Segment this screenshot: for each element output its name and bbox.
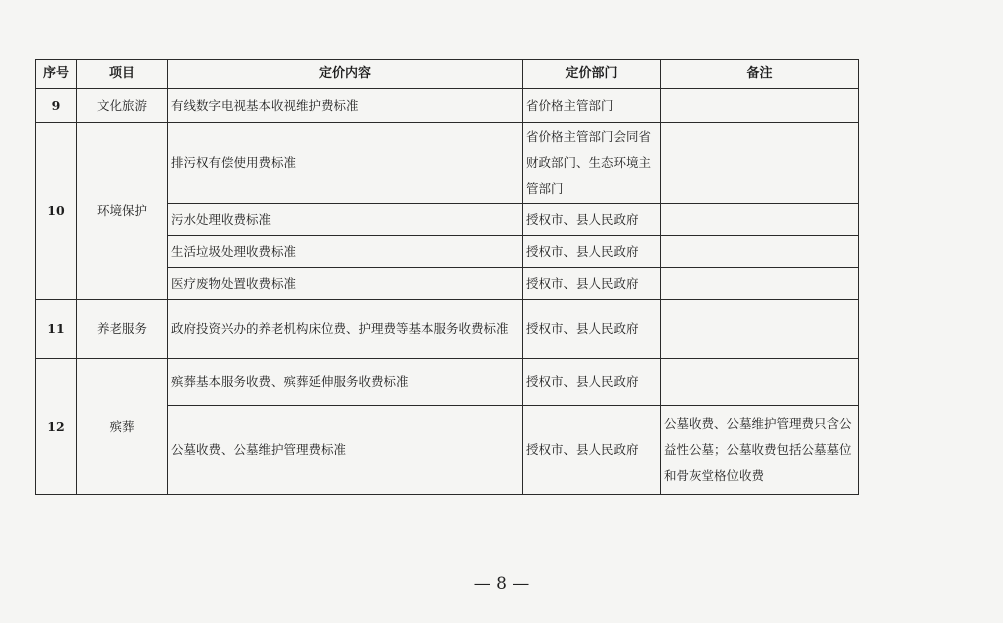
header-dept: 定价部门 bbox=[523, 60, 661, 89]
pricing-dept-text: 省价格主管部门会同省财政部门、生态环境主管部门 bbox=[526, 129, 652, 196]
pricing-note bbox=[661, 359, 859, 406]
pricing-content: 公墓收费、公墓维护管理费标准 bbox=[168, 406, 523, 495]
pricing-dept: 授权市、县人民政府 bbox=[523, 236, 661, 268]
pricing-dept: 授权市、县人民政府 bbox=[523, 406, 661, 495]
pricing-dept: 省价格主管部门 bbox=[523, 89, 661, 123]
pricing-note bbox=[661, 268, 859, 300]
row-number: 10 bbox=[36, 123, 77, 300]
pricing-table bbox=[35, 59, 859, 495]
table-row bbox=[36, 89, 859, 123]
row-item: 养老服务 bbox=[77, 300, 168, 359]
header-no: 序号 bbox=[36, 60, 77, 89]
pricing-dept: 授权市、县人民政府 bbox=[523, 204, 661, 236]
pricing-note bbox=[661, 123, 859, 204]
pricing-note-text: 公墓收费、公墓维护管理费只含公益性公墓；公墓收费包括公墓墓位和骨灰堂格位收费 bbox=[664, 416, 852, 483]
row-number: 9 bbox=[36, 89, 77, 123]
table-row bbox=[36, 123, 859, 204]
header-item: 项目 bbox=[77, 60, 168, 89]
pricing-content: 生活垃圾处理收费标准 bbox=[168, 236, 523, 268]
row-item: 环境保护 bbox=[77, 123, 168, 300]
pricing-note bbox=[661, 300, 859, 359]
pricing-content: 排污权有偿使用费标准 bbox=[168, 123, 523, 204]
row-number: 12 bbox=[36, 359, 77, 495]
pricing-content-text: 政府投资兴办的养老机构床位费、护理费等基本服务收费标准 bbox=[171, 321, 509, 336]
pricing-dept: 授权市、县人民政府 bbox=[523, 300, 661, 359]
row-number: 11 bbox=[36, 300, 77, 359]
table-row bbox=[36, 300, 859, 359]
pricing-dept: 授权市、县人民政府 bbox=[523, 268, 661, 300]
pricing-content: 医疗废物处置收费标准 bbox=[168, 268, 523, 300]
pricing-content: 殡葬基本服务收费、殡葬延伸服务收费标准 bbox=[168, 359, 523, 406]
row-item: 文化旅游 bbox=[77, 89, 168, 123]
table-row bbox=[36, 359, 859, 406]
pricing-content: 有线数字电视基本收视维护费标准 bbox=[168, 89, 523, 123]
table-header-row bbox=[36, 60, 859, 89]
pricing-dept: 授权市、县人民政府 bbox=[523, 359, 661, 406]
pricing-content: 污水处理收费标准 bbox=[168, 204, 523, 236]
pricing-note bbox=[661, 204, 859, 236]
pricing-content bbox=[168, 300, 523, 359]
pricing-dept bbox=[523, 123, 661, 204]
header-content: 定价内容 bbox=[168, 60, 523, 89]
pricing-note bbox=[661, 236, 859, 268]
pricing-note bbox=[661, 406, 859, 495]
header-note: 备注 bbox=[661, 60, 859, 89]
page-number: — 8 — bbox=[473, 574, 530, 594]
pricing-note bbox=[661, 89, 859, 123]
row-item: 殡葬 bbox=[77, 359, 168, 495]
